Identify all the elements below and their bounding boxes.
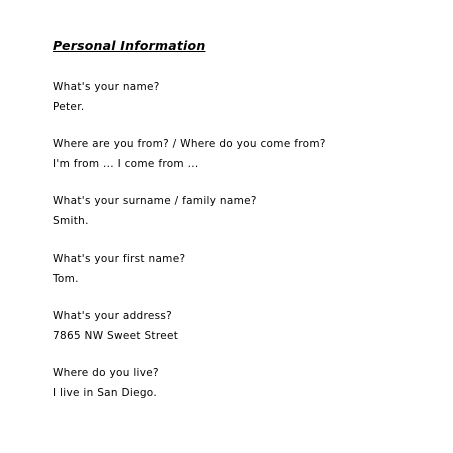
- question-text: What's your first name?: [53, 253, 186, 265]
- answer-text: Peter.: [53, 101, 85, 113]
- qa-item-address: [53, 309, 178, 343]
- qa-item-origin: [53, 137, 326, 171]
- question-text: Where do you live?: [53, 367, 159, 379]
- document-title: Personal Information: [53, 38, 206, 53]
- qa-item-surname: [53, 194, 257, 228]
- qa-item-first-name: [53, 252, 185, 286]
- answer-text: Tom.: [53, 273, 79, 285]
- qa-item-residence: [53, 366, 159, 400]
- question-text: What's your surname / family name?: [53, 195, 257, 207]
- question-text: What's your name?: [53, 81, 160, 93]
- answer-text: Smith.: [53, 215, 89, 227]
- answer-text: I live in San Diego.: [53, 387, 157, 399]
- answer-text: 7865 NW Sweet Street: [53, 330, 179, 342]
- qa-item-name: [53, 80, 160, 114]
- question-text: Where are you from? / Where do you come from?: [53, 138, 326, 150]
- answer-text: I'm from ... I come from ...: [53, 158, 199, 170]
- question-text: What's your address?: [53, 310, 173, 322]
